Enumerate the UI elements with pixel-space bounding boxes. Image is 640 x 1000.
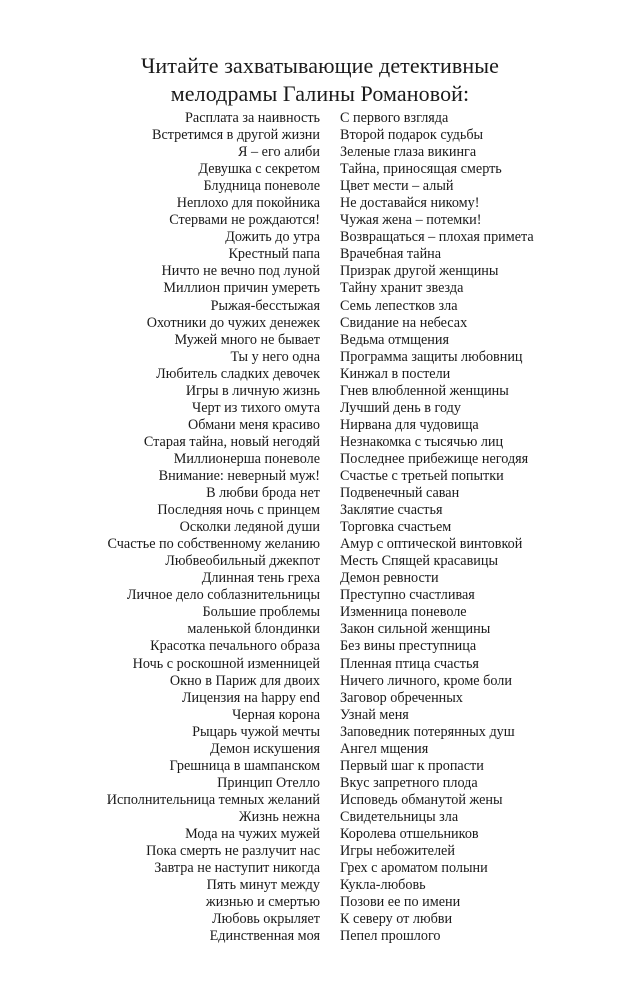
book-title: Грешница в шампанском <box>169 757 320 774</box>
book-title: Встретимся в другой жизни <box>151 127 320 144</box>
book-title: Тайна, приносящая смерть <box>340 161 502 178</box>
book-title: Демон ревности <box>340 570 439 587</box>
book-title: Ничто не вечно под луной <box>161 263 320 280</box>
book-title: Семь лепестков зла <box>340 297 458 314</box>
book-title: Черт из тихого омута <box>191 399 320 416</box>
book-title: Свидание на небесах <box>340 314 468 331</box>
book-title: Единственная моя <box>209 928 320 945</box>
book-title: Мода на чужих мужей <box>185 825 320 842</box>
book-title: Игры небожителей <box>340 843 455 860</box>
book-title: Демон искушения <box>210 740 320 757</box>
book-title: К северу от любви <box>340 911 453 928</box>
book-title: Неплохо для покойника <box>176 195 320 212</box>
book-title: Девушка с секретом <box>198 161 320 178</box>
book-title: Свидетельницы зла <box>340 808 459 825</box>
book-title: Лучший день в году <box>340 399 461 416</box>
book-title: С первого взгляда <box>340 110 449 126</box>
book-title: Миллионерша поневоле <box>173 450 320 467</box>
book-title: Пепел прошлого <box>340 928 441 945</box>
book-title: Ведьма отмщения <box>340 331 450 348</box>
book-title: Блудница поневоле <box>203 178 320 195</box>
book-title: Вкус запретного плода <box>340 774 478 791</box>
book-title: Исполнительница темных желаний <box>106 791 320 808</box>
book-title: Гнев влюбленной женщины <box>340 382 509 399</box>
book-title: Цвет мести – алый <box>340 178 454 195</box>
book-title: Изменница поневоле <box>340 604 467 621</box>
book-title: Незнакомка с тысячью лиц <box>340 433 504 450</box>
book-title: Осколки ледяной души <box>179 519 320 536</box>
book-title: Заговор обреченных <box>340 689 463 706</box>
book-title: Длинная тень греха <box>201 570 320 587</box>
book-title: Любовь окрыляет <box>212 911 320 928</box>
book-title: жизнью и смертью <box>205 894 320 911</box>
book-title: Рыцарь чужой мечты <box>192 723 320 740</box>
book-title: Чужая жена – потемки! <box>340 212 482 229</box>
book-title: Второй подарок судьбы <box>340 127 484 144</box>
book-title: Расплата за наивность <box>185 110 320 126</box>
book-title: Пока смерть не разлучит нас <box>146 843 320 860</box>
book-title: Дожить до утра <box>225 229 320 246</box>
book-title: Тайну хранит звезда <box>340 280 464 297</box>
book-title: Грех с ароматом полыни <box>340 860 488 877</box>
book-title: Я – его алиби <box>238 144 320 161</box>
book-title: Пять минут между <box>206 877 320 894</box>
book-title: Закон сильной женщины <box>340 621 491 638</box>
book-title: В любви брода нет <box>206 485 320 502</box>
book-title: Большие проблемы <box>202 604 320 621</box>
book-title: Заклятие счастья <box>340 502 443 519</box>
book-title: Счастье с третьей попытки <box>340 467 504 484</box>
book-title: Жизнь нежна <box>238 808 320 825</box>
book-title: Игры в личную жизнь <box>185 382 320 399</box>
book-title: Красотка печального образа <box>150 638 320 655</box>
book-title: Зеленые глаза викинга <box>340 144 477 161</box>
book-title: Не доставайся никому! <box>340 195 480 212</box>
book-title: Торговка счастьем <box>340 519 452 536</box>
book-title: Завтра не наступит никогда <box>154 860 320 877</box>
book-title: Врачебная тайна <box>340 246 442 263</box>
book-title: Ночь с роскошной изменницей <box>132 655 320 672</box>
book-title: Призрак другой женщины <box>340 263 499 280</box>
book-title: Ангел мщения <box>340 740 429 757</box>
book-title: Преступно счастливая <box>340 587 475 604</box>
book-title: Королева отшельников <box>340 825 479 842</box>
book-title: Личное дело соблазнительницы <box>126 587 320 604</box>
book-title: Принцип Отелло <box>217 774 320 791</box>
book-title: Пленная птица счастья <box>340 655 479 672</box>
book-title: Лицензия на happy end <box>181 689 320 706</box>
book-title: Черная корона <box>232 706 320 723</box>
book-title: Рыжая-бесстыжая <box>210 297 320 314</box>
book-title: Исповедь обманутой жены <box>340 791 503 808</box>
book-title: Любвеобильный джекпот <box>165 553 320 570</box>
book-title: Месть Спящей красавицы <box>340 553 499 570</box>
book-title: Ничего личного, кроме боли <box>340 672 512 689</box>
titles-column-right <box>340 110 635 945</box>
book-title: Позови ее по имени <box>340 894 461 911</box>
book-title: Обмани меня красиво <box>187 416 320 433</box>
heading-line-1: Читайте захватывающие детективные <box>141 53 499 78</box>
book-title: Узнай меня <box>340 706 409 723</box>
book-title: Заповедник потерянных душ <box>340 723 515 740</box>
book-title: Внимание: неверный муж! <box>158 467 320 484</box>
book-title: Окно в Париж для двоих <box>169 672 320 689</box>
book-title: Нирвана для чудовища <box>340 416 479 433</box>
book-title: Последнее прибежище негодяя <box>340 450 529 467</box>
heading-line-2: мелодрамы Галины Романовой: <box>170 81 470 106</box>
book-title: маленькой блондинки <box>187 621 320 638</box>
book-title: Последняя ночь с принцем <box>157 502 320 519</box>
book-title: Без вины преступница <box>340 638 477 655</box>
book-title: Старая тайна, новый негодяй <box>143 433 320 450</box>
book-title: Мужей много не бывает <box>174 331 320 348</box>
book-title: Счастье по собственному желанию <box>107 536 320 553</box>
book-title: Кинжал в постели <box>340 365 451 382</box>
book-title: Первый шаг к пропасти <box>340 757 484 774</box>
book-title: Крестный папа <box>228 246 320 263</box>
titles-column-left <box>0 110 320 945</box>
book-title: Программа защиты любовниц <box>340 348 523 365</box>
book-title: Возвращаться – плохая примета <box>340 229 534 246</box>
book-title: Стервами не рождаются! <box>169 212 320 229</box>
book-title: Любитель сладких девочек <box>156 365 320 382</box>
book-title: Подвенечный саван <box>340 485 460 502</box>
book-title: Ты у него одна <box>230 348 320 365</box>
book-title: Охотники до чужих денежек <box>146 314 320 331</box>
book-title: Миллион причин умереть <box>163 280 320 297</box>
page-heading <box>0 52 640 108</box>
book-title: Кукла-любовь <box>340 877 426 894</box>
book-title: Амур с оптической винтовкой <box>340 536 523 553</box>
